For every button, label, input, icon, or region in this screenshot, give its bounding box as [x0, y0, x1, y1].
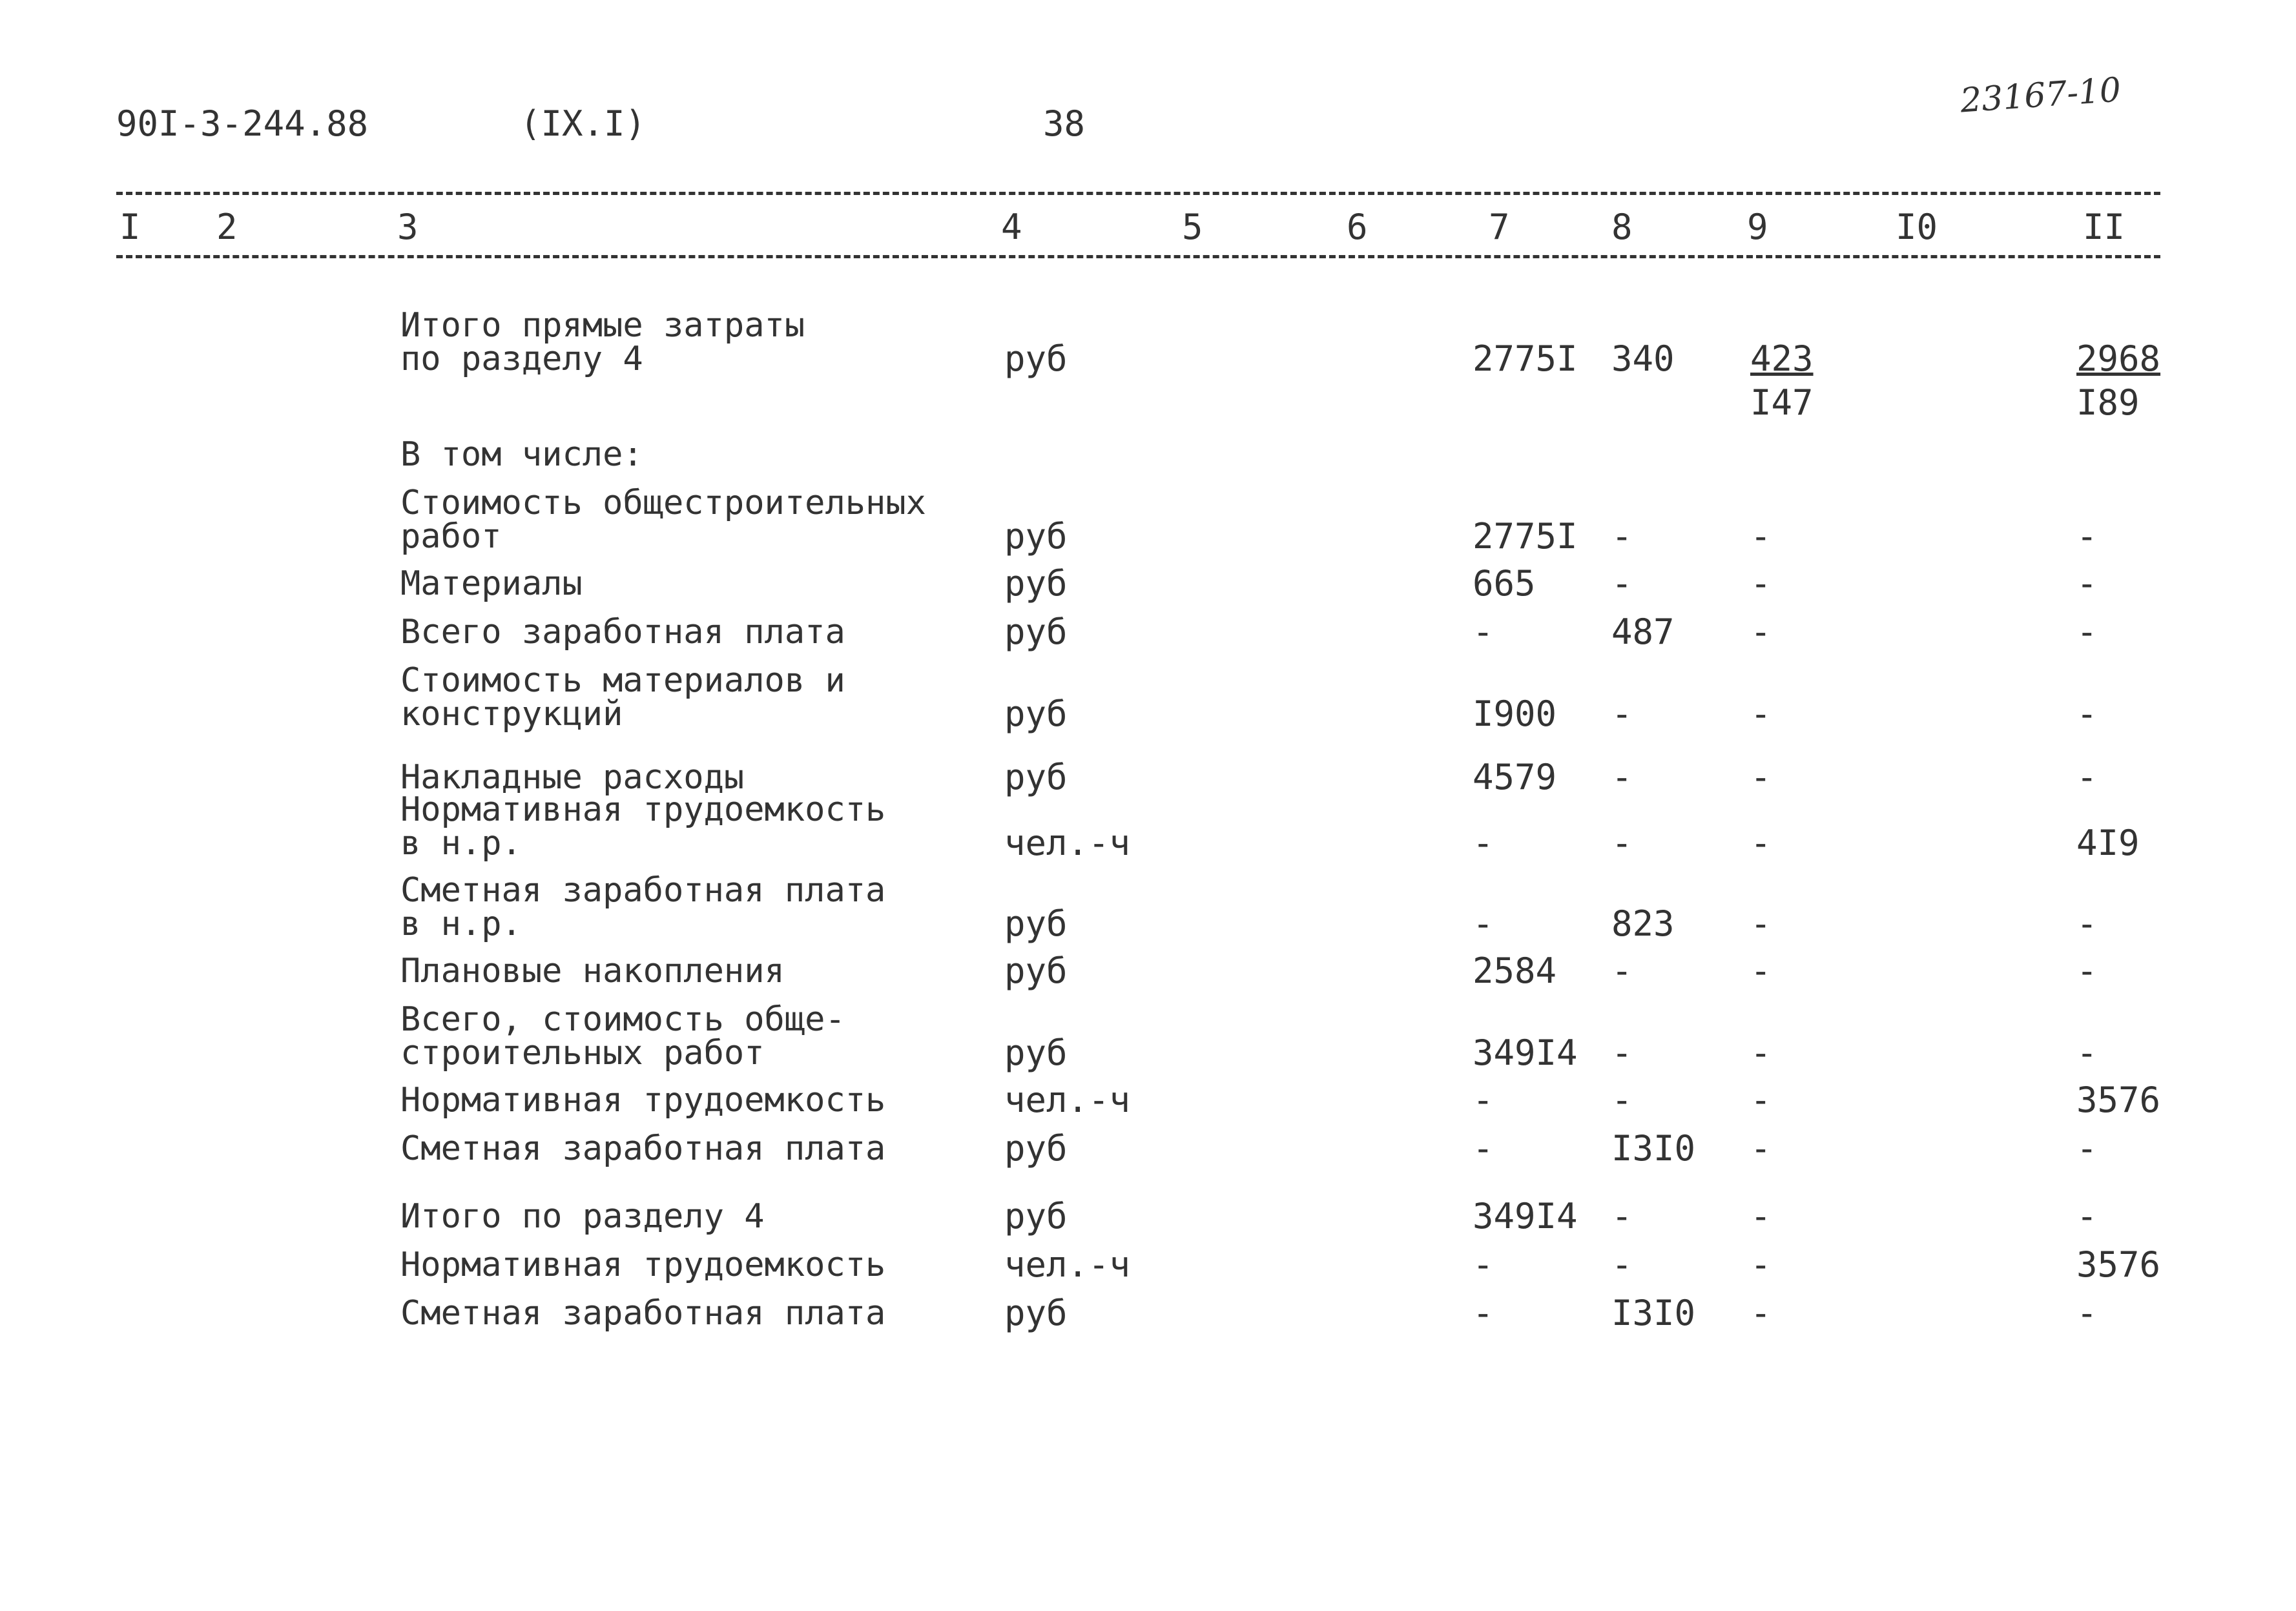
column-header-1: I: [119, 207, 141, 247]
value-col-11: -: [2076, 516, 2098, 557]
value-col-7: -: [1473, 1244, 1494, 1285]
unit-cell: руб: [1004, 516, 1068, 557]
value-col-11: -: [2076, 1032, 2098, 1073]
value-col-8: -: [1611, 950, 1633, 991]
value-col-7: I900: [1473, 693, 1557, 734]
value-col-8: -: [1611, 1196, 1633, 1236]
row-label: Всего, стоимость обще-: [400, 1000, 845, 1039]
row-label: работ: [400, 517, 502, 556]
value-col-11: -: [2076, 611, 2098, 652]
unit-cell: руб: [1004, 693, 1068, 734]
value-col-7: 349I4: [1473, 1032, 1578, 1073]
value-col-8: -: [1611, 563, 1633, 604]
column-header-2: 2: [216, 207, 238, 247]
row-label: в н.р.: [400, 824, 522, 863]
value-col-11: -: [2076, 903, 2098, 944]
value-col-7: 665: [1473, 563, 1536, 604]
value-col-7: 2775I: [1473, 338, 1578, 379]
value-col-9: -: [1750, 903, 1772, 944]
value-col-8: -: [1611, 693, 1633, 734]
unit-cell: чел.-ч: [1004, 1080, 1131, 1120]
value-col-7: 2584: [1473, 950, 1557, 991]
value-col-8: -: [1611, 1032, 1633, 1073]
section-code: (IX.I): [520, 103, 646, 144]
column-header-10: I0: [1896, 207, 1938, 247]
value-col-8: -: [1611, 516, 1633, 557]
row-label: Нормативная трудоемкость: [400, 790, 886, 829]
value-col-11: -: [2076, 757, 2098, 797]
row-label: Стоимость материалов и: [400, 661, 845, 700]
value-col-9: -: [1750, 1128, 1772, 1169]
value-col-7: -: [1473, 611, 1494, 652]
value-col-7: -: [1473, 823, 1494, 863]
value-col-7: 4579: [1473, 757, 1557, 797]
unit-cell: руб: [1004, 950, 1068, 991]
value-col-11: -: [2076, 1196, 2098, 1236]
value-col-8: -: [1611, 757, 1633, 797]
table-header-divider: [116, 255, 2160, 258]
value-col-7: -: [1473, 1293, 1494, 1333]
unit-cell: руб: [1004, 757, 1068, 797]
column-header-6: 6: [1347, 207, 1368, 247]
row-label: строительных работ: [400, 1034, 765, 1072]
value-col-9: -: [1750, 1293, 1772, 1333]
column-header-5: 5: [1182, 207, 1203, 247]
unit-cell: руб: [1004, 611, 1068, 652]
value-col-9: -: [1750, 823, 1772, 863]
value-col-8: 823: [1611, 903, 1675, 944]
value-col-9-denominator: I47: [1750, 382, 1814, 423]
value-col-9: -: [1750, 693, 1772, 734]
value-col-8: I3I0: [1611, 1293, 1696, 1333]
column-header-8: 8: [1611, 207, 1633, 247]
value-col-8: 340: [1611, 338, 1675, 379]
value-col-8: -: [1611, 823, 1633, 863]
value-col-11: 2968: [2076, 338, 2161, 379]
unit-cell: руб: [1004, 1196, 1068, 1236]
value-col-9: -: [1750, 563, 1772, 604]
value-col-11: 3576: [2076, 1244, 2161, 1285]
row-label: Сметная заработная плата: [400, 1129, 886, 1168]
column-header-3: 3: [397, 207, 419, 247]
value-col-11: 4I9: [2076, 823, 2140, 863]
row-label: по разделу 4: [400, 340, 643, 378]
row-label: Итого по разделу 4: [400, 1197, 765, 1236]
value-col-9: -: [1750, 611, 1772, 652]
unit-cell: чел.-ч: [1004, 823, 1131, 863]
unit-cell: руб: [1004, 563, 1068, 604]
value-col-9: 423: [1750, 338, 1814, 379]
column-header-9: 9: [1747, 207, 1768, 247]
value-col-8: -: [1611, 1244, 1633, 1285]
value-col-9: -: [1750, 757, 1772, 797]
unit-cell: руб: [1004, 1128, 1068, 1169]
value-col-7: 2775I: [1473, 516, 1578, 557]
value-col-7: -: [1473, 1080, 1494, 1120]
handwritten-number: 23167-10: [1959, 70, 2122, 121]
row-label: Сметная заработная плата: [400, 1294, 886, 1333]
value-col-11: -: [2076, 1293, 2098, 1333]
unit-cell: руб: [1004, 1293, 1068, 1333]
row-label: В том числе:: [400, 435, 643, 474]
value-col-7: 349I4: [1473, 1196, 1578, 1236]
value-col-11: -: [2076, 1128, 2098, 1169]
value-col-11: -: [2076, 950, 2098, 991]
row-label: конструкций: [400, 695, 623, 734]
row-label: Материалы: [400, 564, 583, 603]
row-label: Итого прямые затраты: [400, 306, 805, 345]
value-col-11-denominator: I89: [2076, 382, 2140, 423]
row-label: в н.р.: [400, 905, 522, 943]
page-number: 38: [1043, 103, 1086, 144]
table-top-divider: [116, 192, 2160, 195]
value-col-9: -: [1750, 1244, 1772, 1285]
unit-cell: чел.-ч: [1004, 1244, 1131, 1285]
unit-cell: руб: [1004, 338, 1068, 379]
document-code: 90I-3-244.88: [116, 103, 369, 144]
value-col-7: -: [1473, 903, 1494, 944]
value-col-11: 3576: [2076, 1080, 2161, 1120]
value-col-8: 487: [1611, 611, 1675, 652]
row-label: Сметная заработная плата: [400, 871, 886, 910]
row-label: Нормативная трудоемкость: [400, 1246, 886, 1284]
row-label: Всего заработная плата: [400, 613, 845, 652]
column-header-4: 4: [1001, 207, 1022, 247]
row-label: Стоимость общестроительных: [400, 484, 926, 522]
value-col-8: -: [1611, 1080, 1633, 1120]
row-label: Нормативная трудоемкость: [400, 1081, 886, 1120]
value-col-8: I3I0: [1611, 1128, 1696, 1169]
row-label: Плановые накопления: [400, 952, 785, 990]
unit-cell: руб: [1004, 1032, 1068, 1073]
value-col-9: -: [1750, 950, 1772, 991]
column-header-7: 7: [1489, 207, 1510, 247]
row-label: Накладные расходы: [400, 758, 745, 797]
value-col-9: -: [1750, 516, 1772, 557]
value-col-7: -: [1473, 1128, 1494, 1169]
value-col-9: -: [1750, 1196, 1772, 1236]
unit-cell: руб: [1004, 903, 1068, 944]
value-col-11: -: [2076, 563, 2098, 604]
value-col-11: -: [2076, 693, 2098, 734]
value-col-9: -: [1750, 1032, 1772, 1073]
column-header-11: II: [2083, 207, 2125, 247]
value-col-9: -: [1750, 1080, 1772, 1120]
